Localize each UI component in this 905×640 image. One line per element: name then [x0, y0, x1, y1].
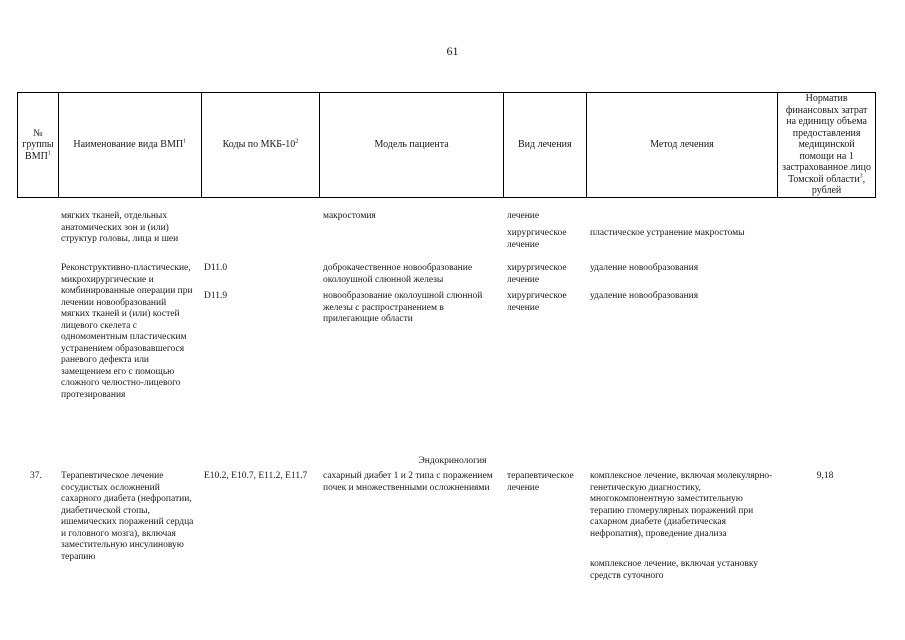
header-cost-norm-label — [780, 93, 873, 197]
table-cell-cost-norm: 9,18 — [816, 471, 834, 481]
header-vmp-name-footnote: 1 — [183, 138, 187, 145]
table-cell-vmp-name: мягких тканей, отдельных анатомических зон и (или) структур головы, лица и шеи — [61, 211, 179, 244]
table-cell-treatment-type: хирургическое лечение — [507, 291, 567, 313]
table-cell-group-number: 37. — [30, 471, 42, 481]
header-group-number-label — [20, 128, 56, 163]
header-treatment-type: Вид лечения — [504, 93, 587, 197]
table-cell-treatment-method: комплексное лечение, включая установку средств суточного — [590, 559, 759, 581]
table-cell-treatment-type: терапевтическое лечение — [507, 471, 574, 493]
header-patient-model: Модель пациента — [320, 93, 504, 197]
header-treatment-method: Метод лечения — [587, 93, 779, 197]
header-cost-norm — [778, 93, 875, 197]
header-vmp-name-label — [73, 139, 186, 151]
header-icd-codes — [202, 93, 321, 197]
table-cell-icd-code: D11.9 — [204, 291, 228, 301]
header-icd-codes-label — [223, 139, 299, 151]
header-group-number-footnote: 1 — [47, 150, 51, 157]
table-cell-patient-model: доброкачественное новообразование околоушной слюнной железы — [323, 263, 473, 285]
table-cell-treatment-method: комплексное лечение, включая молекулярно-генетическую диагностику, многокомпонентную заместительную терапию гломерулярных поражений при сахарном диабете (диабетическая нефропатия), проведение диализа — [590, 471, 773, 539]
section-heading: Эндокринология — [418, 456, 487, 466]
table-cell-treatment-method: пластическое устранение макростомы — [590, 228, 745, 238]
table-cell-vmp-name: Реконструктивно-пластические, микрохирургические и комбинированные операции при лечении новообразований мягких тканей и (или) костей лицевого скелета с одномоментным пластическим устранением образовавшегося раневого дефекта или замещением его с помощью сложного челюстно-лицевого протезирования — [61, 263, 193, 400]
header-group-number — [18, 93, 59, 197]
table-cell-treatment-method: удаление новообразования — [590, 263, 699, 273]
header-cost-norm-unit: , рублей — [811, 173, 866, 197]
header-cost-norm-text: Норматив финансовых затрат на единицу объема предоставления медицинской помощи на 1 застрахованное лицо Томской области — [782, 93, 872, 185]
table-cell-vmp-name: Терапевтическое лечение сосудистых осложнений сахарного диабета (нефропатии, диабетической стопы, ишемических поражений сердца и головного мозга), включая заместительную инсулиновую терапию — [61, 471, 194, 562]
table-cell-treatment-type: хирургическое лечение — [507, 228, 567, 250]
table-header — [17, 92, 876, 198]
table-cell-icd-code: D11.0 — [204, 263, 228, 273]
table-cell-patient-model: сахарный диабет 1 и 2 типа с поражением почек и множественными осложнениями — [323, 471, 493, 493]
table-cell-patient-model: макростомия — [323, 211, 376, 221]
table-cell-treatment-type: хирургическое лечение — [507, 263, 567, 285]
table-cell-treatment-type: лечение — [507, 211, 540, 221]
header-vmp-name-text: Наименование вида ВМП — [73, 139, 184, 151]
header-group-number-text: № группы ВМП — [22, 127, 54, 162]
header-cost-norm-footnote: 3 — [859, 173, 863, 180]
header-icd-codes-text: Коды по МКБ-10 — [222, 139, 296, 151]
table-cell-treatment-method: удаление новообразования — [590, 291, 699, 301]
header-icd-codes-footnote: 2 — [295, 138, 299, 145]
page-number: 61 — [446, 44, 459, 58]
header-vmp-name — [59, 93, 202, 197]
table-cell-patient-model: новообразование околоушной слюнной железы с распространением в прилегающие области — [323, 291, 483, 324]
table-cell-icd-code: E10.2, E10.7, E11.2, E11.7 — [204, 471, 308, 481]
